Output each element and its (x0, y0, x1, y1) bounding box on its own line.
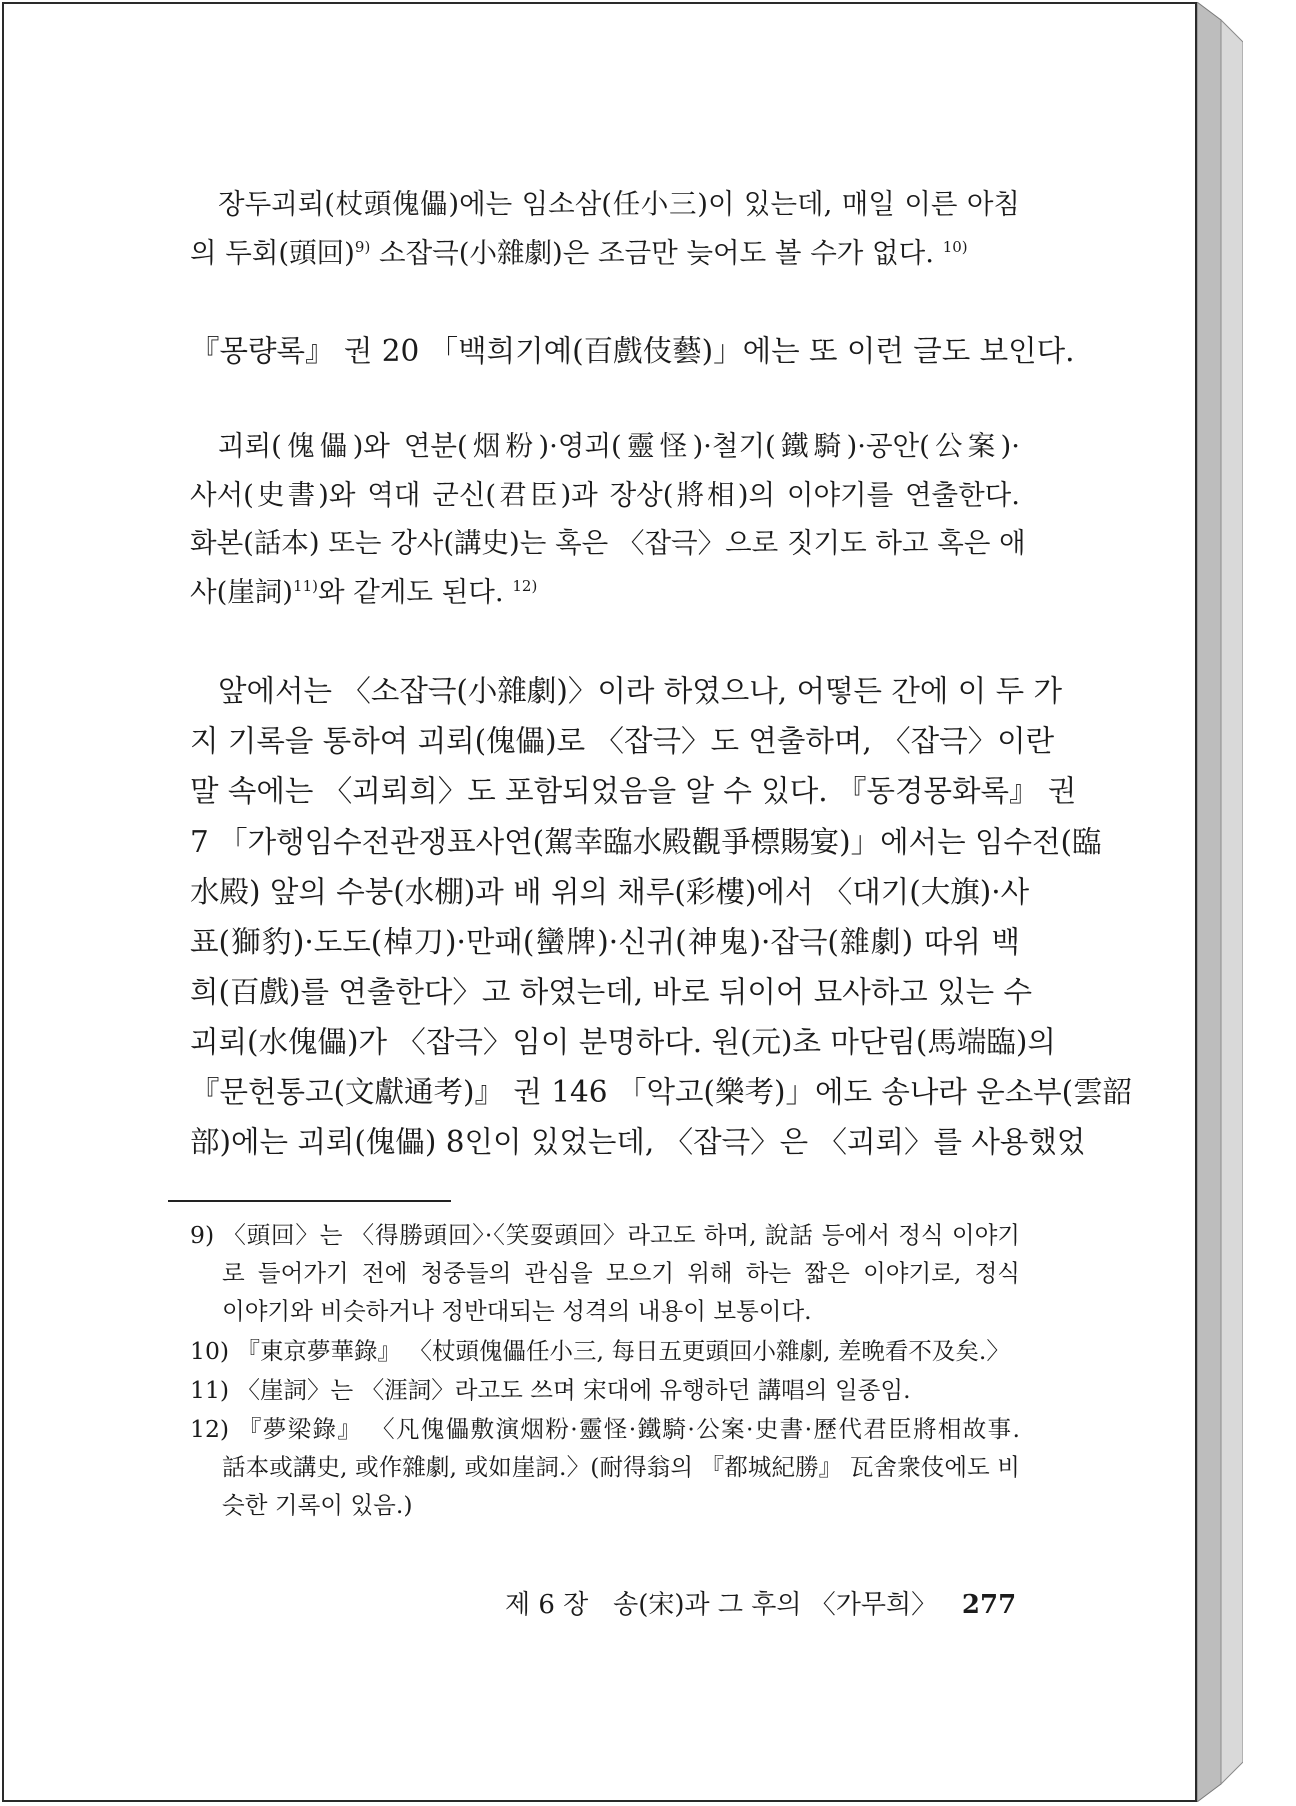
quote1-line-1: 장두괴뢰(杖頭傀儡)에는 임소삼(任小三)이 있는데, 매일 이른 아침 (218, 188, 1020, 220)
body-line-7: 희(百戲)를 연출한다〉고 하였는데, 바로 뒤이어 묘사하고 있는 수 (190, 975, 1032, 1009)
body-line-3: 말 속에는 〈괴뢰희〉도 포함되었음을 알 수 있다. 『동경몽화록』 권 (190, 774, 1077, 808)
footer-chapter: 제 6 장 (505, 1590, 589, 1620)
footnote-9-line-2: 로 들어가기 전에 청중들의 관심을 모으기 위해 하는 짧은 이야기로, 정식 (222, 1259, 1020, 1287)
quote2-line-3: 화본(話本) 또는 강사(講史)는 혹은 〈잡극〉으로 짓기도 하고 혹은 애 (190, 527, 1026, 559)
quote2-line-4 (190, 572, 1020, 612)
footnote-divider (168, 1200, 451, 1202)
body-line-1: 앞에서는 〈소잡극(小雜劇)〉이라 하였으나, 어떻든 간에 이 두 가 (218, 674, 1062, 708)
footnote-12-line-1: 12) 『夢梁錄』 〈凡傀儡敷演烟粉·靈怪·鐵騎·公案·史書·歷代君臣將相故事. (190, 1415, 1020, 1443)
page-stack-edge (1197, 2, 1243, 1802)
quote1-line-2 (190, 233, 1020, 273)
quote1-line-2-text: 의 두회(頭回) (190, 237, 355, 269)
footnote-ref-9[interactable]: 9) (354, 237, 371, 256)
footnote-ref-10[interactable]: 10) (942, 237, 968, 256)
quote1-line-2-text-b: 소잡극(小雜劇)은 조금만 늦어도 볼 수가 없다. (370, 237, 934, 269)
footer-title: 송(宋)과 그 후의 〈가무희〉 (613, 1590, 938, 1620)
intro-line: 『몽량록』 권 20 「백희기예(百戲伎藝)」에는 또 이런 글도 보인다. (190, 334, 1075, 368)
quote2-line-4-text-b: 와 같게도 된다. (317, 576, 504, 608)
quote2-line-2: 사서(史書)와 역대 군신(君臣)과 장상(將相)의 이야기를 연출한다. (190, 479, 1020, 511)
page-number: 277 (961, 1590, 1017, 1620)
body-line-10: 部)에는 괴뢰(傀儡) 8인이 있었는데, 〈잡극〉은 〈괴뢰〉를 사용했었 (190, 1125, 1086, 1159)
footnote-12-line-2: 話本或講史, 或作雜劇, 或如崖詞.〉(耐得翁의 『都城紀勝』 瓦舍衆伎에도 비 (222, 1453, 1020, 1481)
footnote-12-line-3: 슷한 기록이 있음.) (222, 1491, 413, 1519)
body-line-6: 표(獅豹)·도도(棹刀)·만패(蠻牌)·신귀(神鬼)·잡극(雜劇) 따위 백 (190, 925, 1020, 959)
quote2-line-1: 괴뢰(傀儡)와 연분(烟粉)·영괴(靈怪)·철기(鐵騎)·공안(公案)· (218, 430, 1020, 462)
footnote-9-line-1: 9) 〈頭回〉는 〈得勝頭回〉·〈笑耍頭回〉라고도 하며, 說話 등에서 정식 이야기 (190, 1221, 1020, 1249)
body-line-2: 지 기록을 통하여 괴뢰(傀儡)로 〈잡극〉도 연출하며, 〈잡극〉이란 (190, 724, 1055, 758)
footnote-ref-11[interactable]: 11) (293, 576, 318, 595)
footnote-11: 11) 〈崖詞〉는 〈涯詞〉라고도 쓰며 宋대에 유행하던 講唱의 일종임. (190, 1376, 911, 1404)
running-footer (505, 1587, 1017, 1623)
footnote-9-line-3: 이야기와 비슷하거나 정반대되는 성격의 내용이 보통이다. (222, 1297, 812, 1325)
footnote-10: 10) 『東京夢華錄』 〈杖頭傀儡任小三, 每日五更頭回小雜劇, 差晩看不及矣.〉 (190, 1337, 1010, 1365)
quote2-line-4-text: 사(崖詞) (190, 576, 294, 608)
body-line-8: 괴뢰(水傀儡)가 〈잡극〉임이 분명하다. 원(元)초 마단림(馬端臨)의 (190, 1025, 1056, 1059)
body-line-5: 水殿) 앞의 수붕(水棚)과 배 위의 채루(彩樓)에서 〈대기(大旗)·사 (190, 875, 1030, 909)
body-line-9: 『문헌통고(文獻通考)』 권 146 「악고(樂考)」에도 송나라 운소부(雲韶 (190, 1075, 1133, 1109)
footnote-ref-12[interactable]: 12) (512, 576, 538, 595)
body-line-4: 7 「가행임수전관쟁표사연(駕幸臨水殿觀爭標賜宴)」에서는 임수전(臨 (190, 825, 1102, 859)
